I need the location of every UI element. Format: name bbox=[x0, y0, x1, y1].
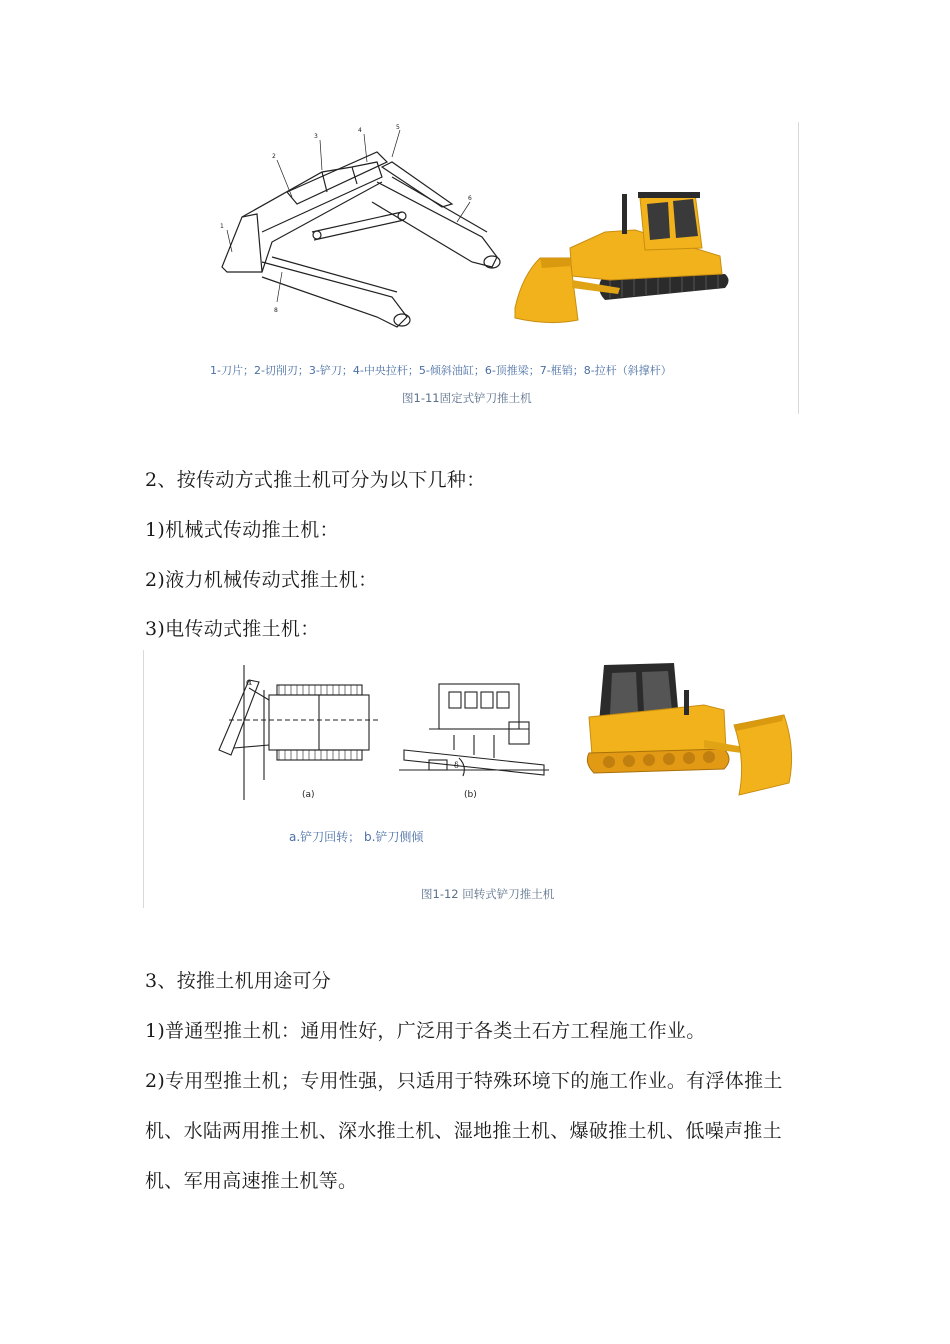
list-item-2-1: 1)机械式传动推土机： bbox=[145, 519, 339, 541]
blade-rotation-diagram bbox=[209, 660, 384, 810]
svg-text:1: 1 bbox=[220, 223, 224, 230]
figure-1-11-caption: 图1-11固定式铲刀推土机 bbox=[402, 391, 532, 405]
list-item-2-2: 2)液力机械传动式推土机： bbox=[145, 569, 378, 591]
bulldozer-photo bbox=[510, 188, 735, 344]
figure-1-12 bbox=[143, 650, 809, 908]
sub-caption-a: (a) bbox=[302, 790, 315, 800]
figure-1-11 bbox=[190, 122, 799, 414]
fixed-blade-line-drawing bbox=[202, 122, 502, 342]
heading-section-3: 3、按推土机用途可分 bbox=[145, 970, 332, 992]
figure-1-12-caption: 图1-12 回转式铲刀推土机 bbox=[421, 887, 555, 901]
list-item-2-3: 3)电传动式推土机： bbox=[145, 618, 320, 640]
blade-tilt-diagram bbox=[399, 680, 549, 790]
figure-1-11-legend: 1-刀片；2-切削刃；3-铲刀；4-中央拉杆；5-倾斜油缸；6-顶推梁；7-框销；8-拉杆（斜撑杆） bbox=[210, 364, 672, 377]
list-item-3-1: 1)普通型推土机：通用性好，广泛用于各类土石方工程施工作业。 bbox=[145, 1020, 706, 1042]
heading-section-2: 2、按传动方式推土机可分为以下几种： bbox=[145, 469, 486, 491]
svg-text:8: 8 bbox=[274, 307, 278, 314]
alpha-label: α bbox=[246, 678, 253, 688]
svg-text:5: 5 bbox=[396, 124, 400, 131]
svg-text:2: 2 bbox=[272, 153, 276, 160]
svg-text:4: 4 bbox=[358, 127, 362, 134]
bulldozer-photo bbox=[584, 655, 799, 800]
svg-text:6: 6 bbox=[468, 195, 472, 202]
sub-caption-b: (b) bbox=[464, 790, 477, 800]
svg-text:3: 3 bbox=[314, 133, 318, 140]
delta-label: δ bbox=[454, 761, 459, 770]
list-item-3-2: 2)专用型推土机；专用性强，只适用于特殊环境下的施工作业。有浮体推土机、水陆两用推土机、深水推土机、湿地推土机、爆破推土机、低噪声推土机、军用高速推土机等。 bbox=[145, 1070, 783, 1192]
figure-1-12-legend: a.铲刀回转； b.铲刀侧倾 bbox=[289, 830, 424, 844]
